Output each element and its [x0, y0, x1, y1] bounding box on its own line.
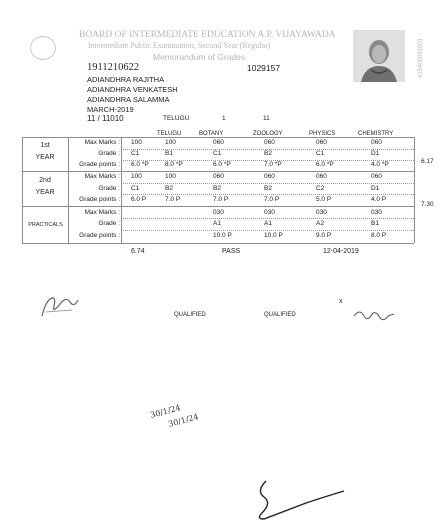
handwritten-note-1-text: 30/1/24	[149, 403, 182, 420]
principal-signature	[36, 290, 82, 322]
practicals-max-marks-4: 030	[371, 209, 382, 216]
second-year-max-marks-2: 100	[165, 173, 176, 180]
controller-signature	[350, 304, 398, 326]
practicals-grade-label: Grade :	[98, 220, 120, 227]
first-year-points-6: 4.0 *P	[371, 161, 389, 168]
first-year-max-marks-3: 060	[213, 139, 224, 146]
practicals-grade-4: B1	[371, 220, 379, 227]
subject-header-chemistry: CHEMISTRY	[358, 131, 394, 137]
cgpa: 6.74	[131, 248, 145, 255]
first-year-max-marks-5: 060	[316, 139, 327, 146]
first-year-grade-5: C1	[316, 150, 325, 157]
subject-header-botany: BOTANY	[199, 131, 224, 137]
second-year-max-marks-4: 060	[264, 173, 275, 180]
group-code: 11 / 11010	[87, 114, 124, 123]
second-year-max-marks-1: 100	[131, 173, 142, 180]
student-photo	[353, 30, 405, 82]
mother-name: ADIANDHRA SALAMMA	[87, 95, 170, 104]
result-status: PASS	[222, 248, 241, 255]
first-year-label-line1: 1st	[40, 142, 50, 149]
first-year-grade-3: C1	[213, 150, 222, 157]
first-year-max-marks-4: 060	[264, 139, 275, 146]
first-year-max-marks-label: Max Marks :	[84, 139, 120, 146]
first-year-points-4: 7.0 *P	[264, 161, 282, 168]
first-year-gpa: 6.17	[421, 158, 434, 165]
second-year-points-5: 5.0 P	[316, 196, 332, 203]
handwritten-note-2	[167, 412, 199, 429]
student-name: ADIANDHRA RAJITHA	[87, 75, 165, 84]
practicals-points-1: 10.0 P	[213, 232, 232, 239]
father-name: ADIANDHRA VENKATESH	[87, 85, 178, 94]
register-number: 1911210622	[87, 62, 140, 73]
first-year-max-marks-2: 100	[165, 139, 176, 146]
second-year-max-marks-label: Max Marks :	[84, 173, 120, 180]
board-logo	[30, 36, 56, 60]
practicals-grade-points-label: Grade points :	[79, 232, 120, 239]
second-year-points-1: 6.0 P	[131, 196, 147, 203]
second-year-grade-points-label: Grade points :	[79, 196, 120, 203]
practicals-label: PRACTICALS	[28, 222, 63, 228]
practicals-grade-3: A2	[316, 220, 324, 227]
first-year-grade-points-label: Grade points :	[79, 161, 120, 168]
second-year-points-4: 7.0 P	[264, 196, 280, 203]
second-year-label-line2: YEAR	[35, 189, 55, 196]
second-year-gpa: 7.30	[421, 201, 434, 208]
second-year-points-6: 4.0 P	[371, 196, 387, 203]
second-year-max-marks-6: 060	[371, 173, 382, 180]
practicals-max-marks-3: 030	[316, 209, 327, 216]
first-year-grade-1: C1	[131, 150, 140, 157]
first-year-label	[30, 142, 60, 161]
first-year-grade-2: B1	[165, 150, 173, 157]
part-1: 1	[222, 115, 226, 122]
exam-month: MARCH-2019	[87, 105, 134, 114]
subject-header-zoology: ZOOLOGY	[253, 131, 283, 137]
serial-number: 1029157	[247, 63, 281, 73]
part-2: 11	[263, 115, 270, 122]
handwritten-note-2-text: 30/1/24	[167, 412, 200, 429]
first-year-label-line2: YEAR	[35, 154, 55, 161]
second-year-grade-3: B2	[213, 185, 221, 192]
second-year-grade-6: D1	[371, 185, 380, 192]
second-year-label-line1: 2nd	[39, 177, 51, 184]
second-year-points-2: 7.0 P	[165, 196, 181, 203]
practicals-points-2: 10.0 P	[264, 232, 283, 239]
student-portrait-image	[353, 30, 405, 82]
practicals-max-marks-label: Max Marks :	[84, 209, 120, 216]
practicals-grade-2: A1	[264, 220, 272, 227]
first-year-max-marks-6: 060	[371, 139, 382, 146]
bottom-signature	[250, 475, 350, 525]
first-year-max-marks-1: 100	[131, 139, 142, 146]
subject-header-telugu: TELUGU	[157, 131, 182, 137]
sign-mark: x	[339, 298, 343, 305]
subject-header-physics: PHYSICS	[309, 131, 336, 137]
practicals-points-4: 8.0 P	[371, 232, 387, 239]
first-year-points-5: 6.0 *P	[316, 161, 334, 168]
qualified-1: QUALIFIED	[174, 312, 206, 318]
first-year-grade-label: Grade :	[98, 150, 120, 157]
second-year-max-marks-3: 060	[213, 173, 224, 180]
second-year-grade-2: B2	[165, 185, 173, 192]
second-year-grade-label: Grade :	[98, 185, 120, 192]
practicals-max-marks-2: 030	[264, 209, 275, 216]
practicals-grade-1: A1	[213, 220, 221, 227]
practicals-points-3: 9.0 P	[316, 232, 332, 239]
document-title: Memorandum of Grades	[153, 52, 246, 62]
board-title: BOARD OF INTERMEDIATE EDUCATION A.P. VIJAYAWADA	[79, 30, 336, 40]
second-year-label	[30, 177, 60, 196]
second-year-grade-1: C1	[131, 185, 140, 192]
second-year-max-marks-5: 060	[316, 173, 327, 180]
qualified-2: QUALIFIED	[264, 312, 296, 318]
first-year-points-1: 6.0 *P	[131, 161, 149, 168]
practicals-max-marks-1: 030	[213, 209, 224, 216]
result-date: 12-04-2019	[323, 248, 359, 255]
language: TELUGU	[163, 115, 190, 122]
first-year-grade-4: B2	[264, 150, 272, 157]
second-year-grade-5: C2	[316, 185, 325, 192]
first-year-points-3: 6.0 *P	[213, 161, 231, 168]
first-year-grade-6: D1	[371, 150, 380, 157]
first-year-points-2: 8.0 *P	[165, 161, 183, 168]
second-year-points-3: 7.0 P	[213, 196, 229, 203]
side-code: 415400091001	[418, 37, 424, 78]
exam-title: Intermediate Public Examination, Second Year (Regular)	[88, 41, 271, 50]
second-year-grade-4: B2	[264, 185, 272, 192]
